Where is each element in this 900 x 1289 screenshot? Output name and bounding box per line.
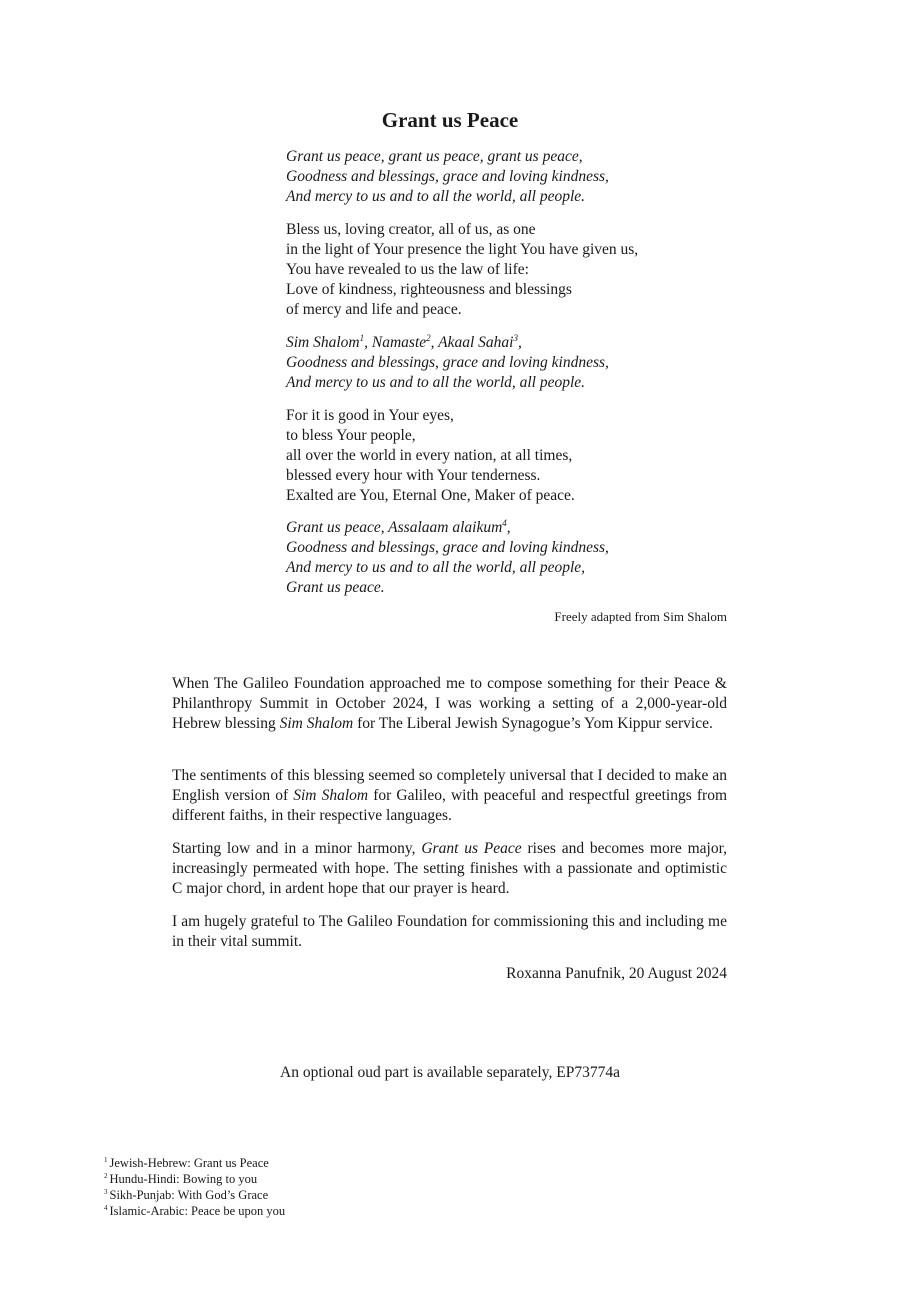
footnote-text: Sikh-Punjab: With God’s Grace [109,1188,269,1202]
note-text: When The Galileo Foundation approached me to compose something for their Peace & Philanthropy Summit in October 2024, I was working a setting of a 2,000-year-old Hebrew blessing [172,675,727,732]
poem-stanza-4 [286,406,746,506]
footnote-ref-1: 1 [359,332,365,343]
poem-line: Love of kindness, righteousness and blessings [286,281,572,298]
poem-line: blessed every hour with Your tenderness. [286,467,541,484]
footnote-text: Jewish-Hebrew: Grant us Peace [109,1156,269,1170]
poem-line: Exalted are You, Eternal One, Maker of peace. [286,487,575,504]
page-title: Grant us Peace [381,108,519,132]
note-text: The sentiments of this blessing seemed so completely universal that I decided to make an English version of [172,767,727,804]
poem-stanza-1 [286,147,746,207]
poem-line: Grant us peace. [286,579,385,596]
footnote-ref-3: 3 [513,332,518,343]
footnote-2 [104,1171,285,1187]
poem-line: Goodness and blessings, grace and loving kindness, [286,354,609,371]
poem-line: to bless Your people, [286,427,416,444]
note-italic: Grant us Peace [421,840,522,857]
poem-greetings-line [286,518,746,538]
footnote-ref-4: 4 [502,517,507,528]
poem-stanza-5 [286,518,746,598]
greeting-assalaam: Grant us peace, Assalaam alaikum [286,519,503,536]
signature: Roxanna Panufnik, 20 August 2024 [506,965,727,982]
footnote-1 [104,1155,285,1171]
greeting-sim-shalom: Sim Shalom [286,334,360,351]
footnote-number: 3 [104,1187,108,1196]
poem-line: of mercy and life and peace. [286,301,462,318]
poem-line: in the light of Your presence the light You have given us, [286,241,639,258]
note-paragraph-4: I am hugely grateful to The Galileo Foundation for commissioning this and including me in their vital summit. [172,913,727,950]
poem-stanza-2 [286,220,746,320]
poem-line: all over the world in every nation, at all times, [286,447,573,464]
note-paragraph-2 [172,766,727,826]
footnotes [104,1155,285,1219]
note-text: for The Liberal Jewish Synagogue’s Yom Kippur service. [353,715,713,732]
poem-line: You have revealed to us the law of life: [286,261,529,278]
poem-line: Goodness and blessings, grace and loving kindness, [286,168,609,185]
footnote-number: 4 [104,1203,108,1212]
poem-line: And mercy to us and to all the world, all people. [286,188,586,205]
greeting-akaal-sahai: , Akaal Sahai [430,334,514,351]
footnote-ref-2: 2 [426,332,431,343]
greeting-namaste: , Namaste [364,334,427,351]
footnote-4 [104,1203,285,1219]
note-text: Starting low and in a minor harmony, [172,840,422,857]
footnote-text: Islamic-Arabic: Peace be upon you [109,1204,286,1218]
footnote-number: 2 [104,1171,108,1180]
note-text: rises and becomes more major, increasingly permeated with hope. The setting finishes with a passionate and optimistic C major chord, in ardent hope that our prayer is heard. [172,840,728,897]
poem-stanza-3 [286,333,746,393]
poem-line: Goodness and blessings, grace and loving kindness, [286,539,609,556]
poem-line: And mercy to us and to all the world, all people, [286,559,586,576]
poem-line: Grant us peace, grant us peace, grant us peace, [286,148,583,165]
punctuation: , [517,334,522,351]
footnote-number: 1 [104,1155,108,1164]
footnote-text: Hundu-Hindi: Bowing to you [109,1172,258,1186]
note-paragraph-3 [172,839,727,899]
poem-line: Bless us, loving creator, all of us, as one [286,221,536,238]
footnote-3 [104,1187,285,1203]
note-italic: Sim Shalom [293,787,369,804]
poem-line: And mercy to us and to all the world, all people. [286,374,586,391]
note-text: for Galileo, with peaceful and respectful greetings from different faiths, in their respective languages. [172,787,728,824]
poem-credit: Freely adapted from Sim Shalom [554,609,727,624]
note-italic: Sim Shalom [279,715,354,732]
oud-note: An optional oud part is available separately, EP73774a [280,1064,620,1081]
poem-line: For it is good in Your eyes, [286,407,454,424]
punctuation: , [506,519,511,536]
note-paragraph-1 [172,674,727,734]
poem-greetings-line [286,333,746,353]
